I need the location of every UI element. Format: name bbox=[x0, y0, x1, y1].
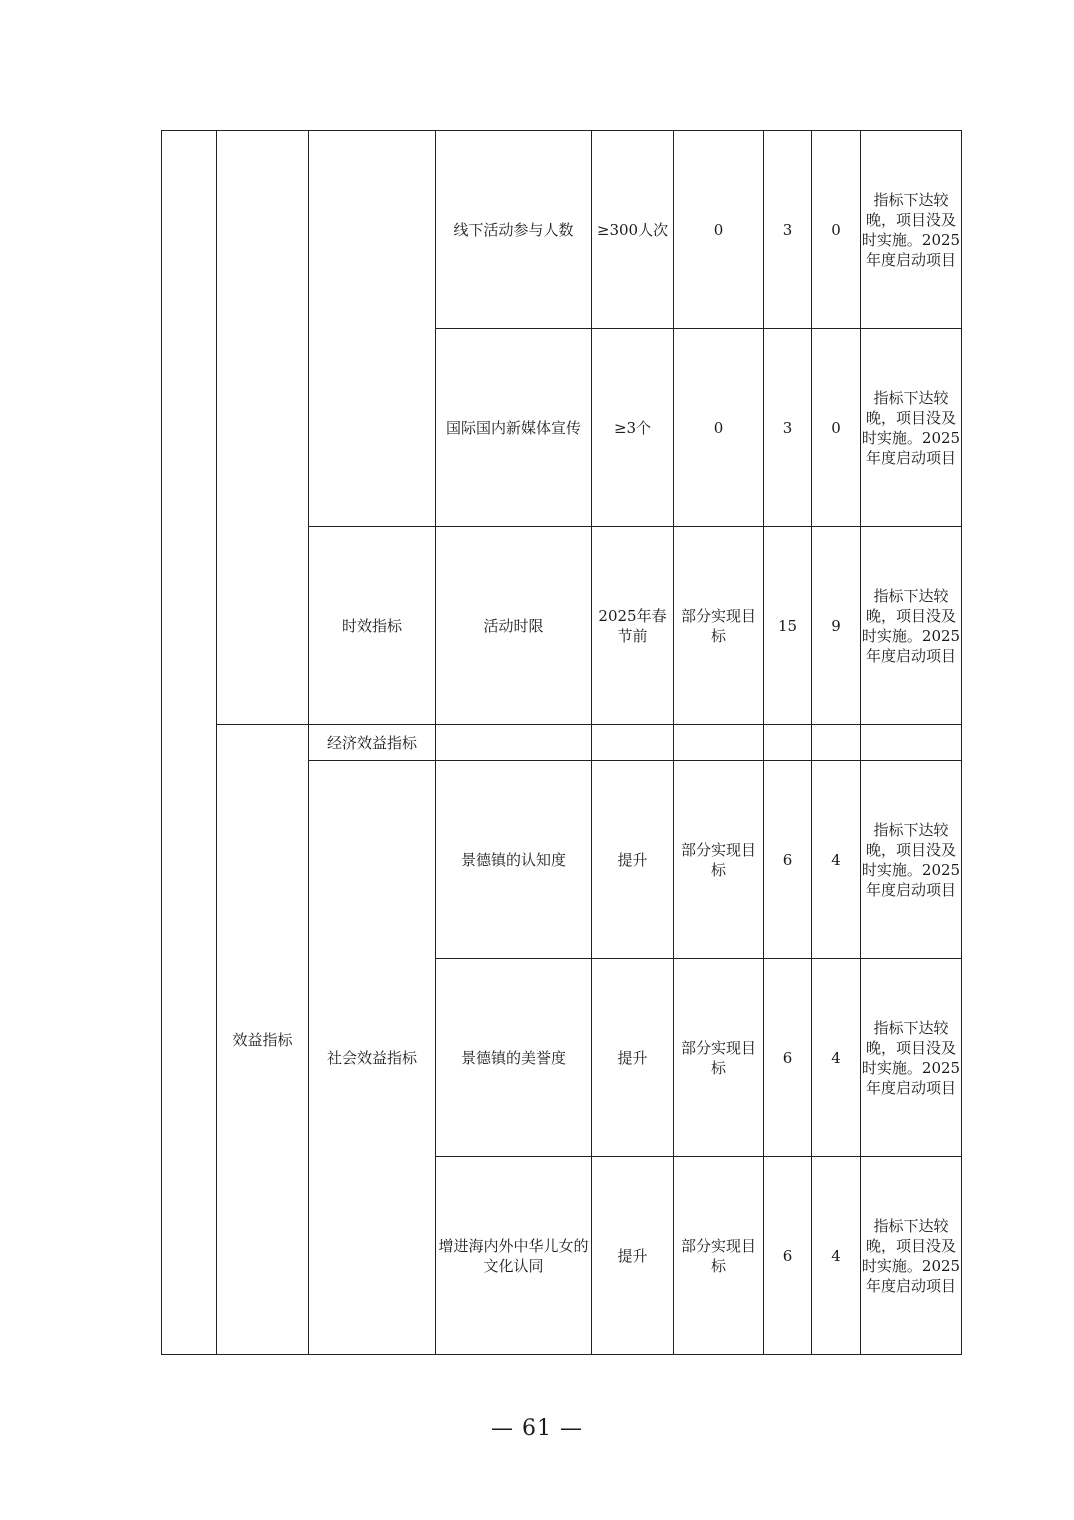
target-cell: 提升 bbox=[592, 959, 674, 1157]
reason-cell: 指标下达较晚，项目没及时实施。2025年度启动项目 bbox=[861, 761, 962, 959]
actual-cell: 部分实现目标 bbox=[674, 527, 764, 725]
target-cell: ≥300人次 bbox=[592, 131, 674, 329]
indicator-cell: 线下活动参与人数 bbox=[436, 131, 592, 329]
weight-cell: 6 bbox=[764, 761, 812, 959]
weight-cell: 6 bbox=[764, 1157, 812, 1355]
table-row bbox=[162, 725, 962, 761]
reason-cell: 指标下达较晚，项目没及时实施。2025年度启动项目 bbox=[861, 959, 962, 1157]
weight-cell: 15 bbox=[764, 527, 812, 725]
page-number: — 61 — bbox=[491, 1416, 583, 1441]
reason-cell: 指标下达较晚，项目没及时实施。2025年度启动项目 bbox=[861, 329, 962, 527]
reason-cell: 指标下达较晚，项目没及时实施。2025年度启动项目 bbox=[861, 527, 962, 725]
target-cell: 2025年春节前 bbox=[592, 527, 674, 725]
reason-cell: 指标下达较晚，项目没及时实施。2025年度启动项目 bbox=[861, 131, 962, 329]
score-cell: 0 bbox=[812, 131, 861, 329]
target-cell: 提升 bbox=[592, 1157, 674, 1355]
actual-cell: 部分实现目标 bbox=[674, 761, 764, 959]
level2-cell: 效益指标 bbox=[217, 725, 309, 1355]
weight-cell bbox=[764, 725, 812, 761]
table-row bbox=[162, 131, 962, 329]
weight-cell: 6 bbox=[764, 959, 812, 1157]
indicator-cell: 活动时限 bbox=[436, 527, 592, 725]
score-cell bbox=[812, 725, 861, 761]
indicator-cell: 增进海内外中华儿女的文化认同 bbox=[436, 1157, 592, 1355]
indicator-cell bbox=[436, 725, 592, 761]
target-cell bbox=[592, 725, 674, 761]
score-cell: 0 bbox=[812, 329, 861, 527]
actual-cell bbox=[674, 725, 764, 761]
level3-cell: 时效指标 bbox=[309, 527, 436, 725]
performance-table bbox=[161, 130, 962, 1355]
level3-cell: 经济效益指标 bbox=[309, 725, 436, 761]
indicator-cell: 景德镇的认知度 bbox=[436, 761, 592, 959]
level3-cell bbox=[309, 131, 436, 527]
score-cell: 4 bbox=[812, 761, 861, 959]
actual-cell: 部分实现目标 bbox=[674, 1157, 764, 1355]
score-cell: 4 bbox=[812, 959, 861, 1157]
actual-cell: 0 bbox=[674, 131, 764, 329]
score-cell: 9 bbox=[812, 527, 861, 725]
actual-cell: 0 bbox=[674, 329, 764, 527]
score-cell: 4 bbox=[812, 1157, 861, 1355]
level3-cell: 社会效益指标 bbox=[309, 761, 436, 1355]
target-cell: ≥3个 bbox=[592, 329, 674, 527]
indicator-cell: 景德镇的美誉度 bbox=[436, 959, 592, 1157]
weight-cell: 3 bbox=[764, 329, 812, 527]
reason-cell bbox=[861, 725, 962, 761]
weight-cell: 3 bbox=[764, 131, 812, 329]
indicator-cell: 国际国内新媒体宣传 bbox=[436, 329, 592, 527]
reason-cell: 指标下达较晚，项目没及时实施。2025年度启动项目 bbox=[861, 1157, 962, 1355]
target-cell: 提升 bbox=[592, 761, 674, 959]
level2-cell bbox=[217, 131, 309, 725]
actual-cell: 部分实现目标 bbox=[674, 959, 764, 1157]
level1-cell bbox=[162, 131, 217, 1355]
